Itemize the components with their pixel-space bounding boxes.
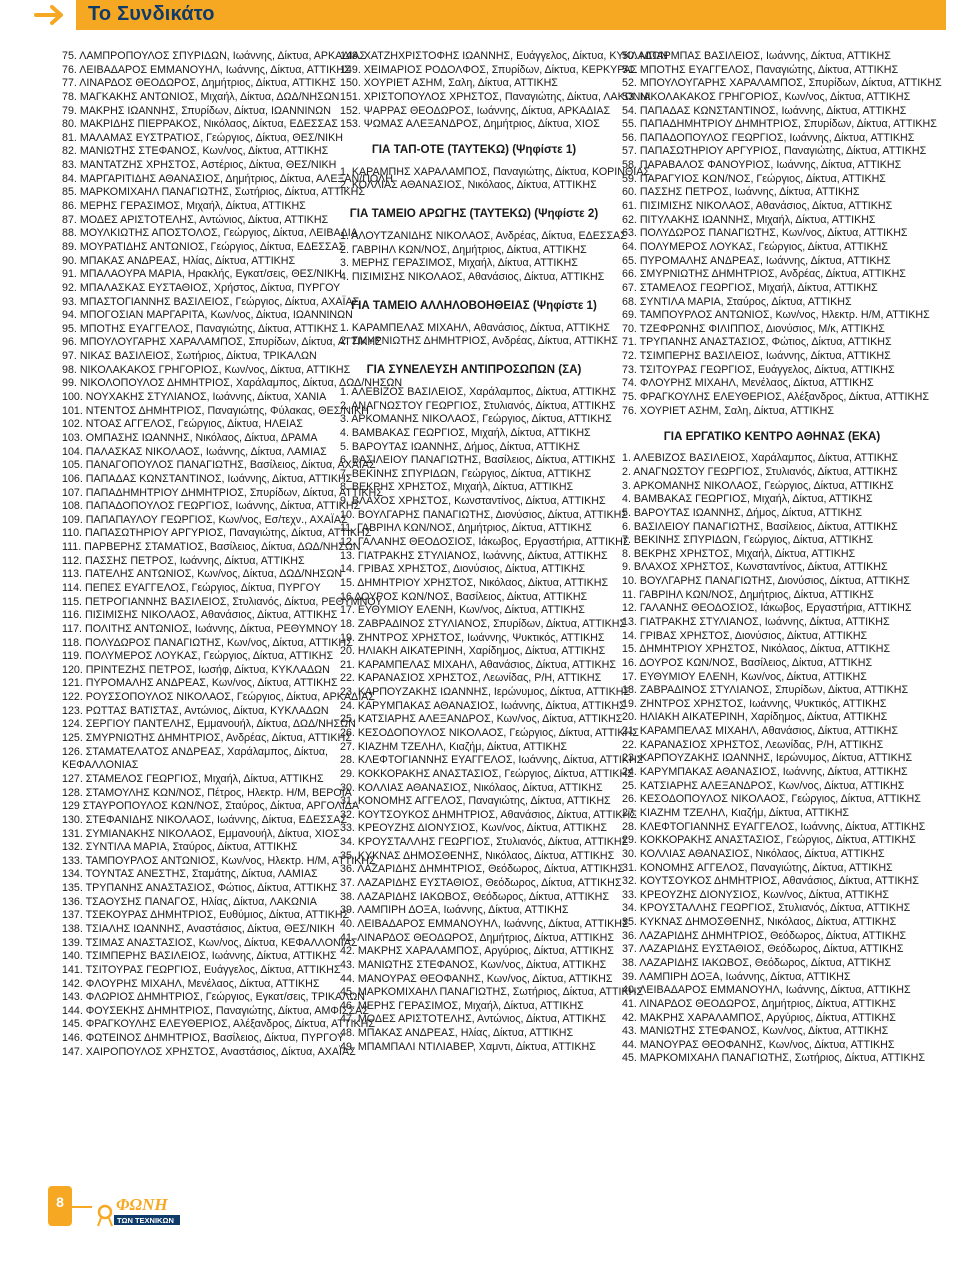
list-item: 43. ΜΑΝΙΩΤΗΣ ΣΤΕΦΑΝΟΣ, Κων/νος, Δίκτυα, ΑΤΤΙΚΗΣ xyxy=(340,958,607,971)
list-item: 39. ΛΑΜΠΙΡΗ ΔΟΞΑ, Ιωάννης, Δίκτυα, ΑΤΤΙΚΗΣ xyxy=(340,904,569,917)
list-item: 111. ΠΑΡΒΕΡΗΣ ΣΤΑΜΑΤΙΟΣ, Βασίλειος, Δίκτυα, ΔΩΔ/ΝΗΣΩΝ xyxy=(62,541,361,554)
list-item: 18. ΖΑΒΡΑΔΙΝΟΣ ΣΤΥΛΙΑΝΟΣ, Σπυρίδων, Δίκτυα, ΑΤΤΙΚΗΣ xyxy=(622,684,909,697)
list-item: 26. ΚΕΣΟΔΟΠΟΥΛΟΣ ΝΙΚΟΛΑΟΣ, Γεώργιος, Δίκτυα, ΑΤΤΙΚΗΣ xyxy=(622,793,921,806)
list-item: 13. ΓΙΑΤΡΑΚΗΣ ΣΤΥΛΙΑΝΟΣ, Ιωάννης, Δίκτυα, ΑΤΤΙΚΗΣ xyxy=(340,549,608,562)
list-item: 23. ΚΑΡΠΟΥΖΑΚΗΣ ΙΩΑΝΝΗΣ, Ιερώνυμος, Δίκτυα, ΑΤΤΙΚΗΣ xyxy=(622,752,913,765)
list-item: 118. ΠΟΛΥΔΩΡΟΣ ΠΑΝΑΓΙΩΤΗΣ, Κων/νος, Δίκτυα, ΑΤΤΙΚΗΣ xyxy=(62,636,353,649)
list-item: 26. ΚΕΣΟΔΟΠΟΥΛΟΣ ΝΙΚΟΛΑΟΣ, Γεώργιος, Δίκτυα, ΑΤΤΙΚΗΣ xyxy=(340,726,639,739)
section-heading: ΓΙΑ ΕΡΓΑΤΙΚΟ ΚΕΝΤΡΟ ΑΘΗΝΑΣ (ΕΚΑ) xyxy=(663,430,881,444)
list-item: 53. ΝΙΚΟΛΑΚΑΚΟΣ ΓΡΗΓΟΡΙΟΣ, Κων/νος, Δίκτυα, ΑΤΤΙΚΗΣ xyxy=(622,90,911,103)
list-item: 79. ΜΑΚΡΗΣ ΙΩΑΝΝΗΣ, Σπυρίδων, Δίκτυα, ΙΩΑΝΝΙΝΩΝ xyxy=(62,104,331,117)
list-item: 40. ΛΕΙΒΑΔΑΡΟΣ ΕΜΜΑΝΟΥΗΛ, Ιωάννης, Δίκτυα, ΑΤΤΙΚΗΣ xyxy=(340,917,629,930)
list-item: 75. ΦΡΑΓΚΟΥΛΗΣ ΕΛΕΥΘΕΡΙΟΣ, Αλέξανδρος, Δίκτυα, ΑΤΤΙΚΗΣ xyxy=(622,391,929,404)
list-item: 49. ΜΠΑΜΠΑΛΙ ΝΤΙΛΙΑΒΕΡ, Χαμντι, Δίκτυα, ΑΤΤΙΚΗΣ xyxy=(340,1040,596,1053)
list-item: 34. ΚΡΟΥΣΤΑΛΛΗΣ ΓΕΩΡΓΙΟΣ, Στυλιανός, Δίκτυα, ΑΤΤΙΚΗΣ xyxy=(622,902,911,915)
list-item: 133. ΤΑΜΠΟΥΡΛΟΣ ΑΝΤΩΝΙΟΣ, Κων/νος, Ηλεκτρ. Η/Μ, ΑΤΤΙΚΗΣ xyxy=(62,854,376,867)
list-item: 73. ΤΣΙΤΟΥΡΑΣ ΓΕΩΡΓΙΟΣ, Ευάγγελος, Δίκτυα, ΑΤΤΙΚΗΣ xyxy=(622,363,895,376)
list-item: 89. ΜΟΥΡΑΤΙΔΗΣ ΑΝΤΩΝΙΟΣ, Γεώργιος, Δίκτυα, ΕΔΕΣΣΑΣ xyxy=(62,240,346,253)
list-item: 56. ΠΑΠΑΔΟΠΟΥΛΟΣ ΓΕΩΡΓΙΟΣ, Ιωάννης, Δίκτυα, ΑΤΤΙΚΗΣ xyxy=(622,131,915,144)
list-item: 119. ΠΟΛΥΜΕΡΟΣ ΛΟΥΚΑΣ, Γεώργιος, Δίκτυα, ΑΤΤΙΚΗΣ xyxy=(62,650,334,663)
list-item: 6. ΒΑΣΙΛΕΙΟΥ ΠΑΝΑΓΙΩΤΗΣ, Βασίλειος, Δίκτυα, ΑΤΤΙΚΗΣ xyxy=(622,520,898,533)
list-item: 31. ΚΟΝΟΜΗΣ ΑΓΓΕΛΟΣ, Παναγιώτης, Δίκτυα, ΑΤΤΙΚΗΣ xyxy=(622,861,893,874)
list-item: 139. ΤΣΙΜΑΣ ΑΝΑΣΤΑΣΙΟΣ, Κων/νος, Δίκτυα, ΚΕΦΑΛΛΟΝΙΑΣ xyxy=(62,936,358,949)
list-item: 80. ΜΑΚΡΙΔΗΣ ΠΙΕΡΡΑΚΟΣ, Νικόλαος, Δίκτυα, ΕΔΕΣΣΑΣ xyxy=(62,118,338,131)
list-item: 132. ΣΥΝΤΙΛΑ ΜΑΡΙΑ, Σταύρος, Δίκτυα, ΑΤΤΙΚΗΣ xyxy=(62,841,298,854)
list-item: 59. ΠΑΡΑΓΥΙΟΣ ΚΩΝ/ΝΟΣ, Γεώργιος, Δίκτυα, ΑΤΤΙΚΗΣ xyxy=(622,172,886,185)
list-item: 34. ΚΡΟΥΣΤΑΛΛΗΣ ΓΕΩΡΓΙΟΣ, Στυλιανός, Δίκτυα, ΑΤΤΙΚΗΣ xyxy=(340,836,629,849)
list-item: 66. ΣΜΥΡΝΙΩΤΗΣ ΔΗΜΗΤΡΙΟΣ, Ανδρέας, Δίκτυα, ΑΤΤΙΚΗΣ xyxy=(622,268,906,281)
list-item: 122. ΡΟΥΣΣΟΠΟΥΛΟΣ ΝΙΚΟΛΑΟΣ, Γεώργιος, Δίκτυα, ΑΡΚΑΔΙΑΣ xyxy=(62,691,375,704)
list-item: 27. ΚΙΑΖΗΜ ΤΖΕΛΗΛ, Κιαζήμ, Δίκτυα, ΑΤΤΙΚΗΣ xyxy=(622,806,850,819)
list-item: 146. ΦΩΤΕΙΝΟΣ ΔΗΜΗΤΡΙΟΣ, Βασίλειος, Δίκτυα, ΠΥΡΓΟΥ xyxy=(62,1032,345,1045)
list-item: 10. ΒΟΥΛΓΑΡΗΣ ΠΑΝΑΓΙΩΤΗΣ, Διονύσιος, Δίκτυα, ΑΤΤΙΚΗΣ xyxy=(622,575,910,588)
list-item: 105. ΠΑΝΑΓΟΠΟΥΛΟΣ ΠΑΝΑΓΙΩΤΗΣ, Βασίλειος, Δίκτυα, ΑΧΑΪΑΣ xyxy=(62,459,376,472)
list-item: 134. ΤΟΥΝΤΑΣ ΑΝΕΣΤΗΣ, Σταμάτης, Δίκτυα, ΛΑΜΙΑΣ xyxy=(62,868,318,881)
list-item: 37. ΛΑΖΑΡΙΔΗΣ ΕΥΣΤΑΘΙΟΣ, Θεόδωρος, Δίκτυα, ΑΤΤΙΚΗΣ xyxy=(340,877,622,890)
list-item: 61. ΠΙΣΙΜΙΣΗΣ ΝΙΚΟΛΑΟΣ, Αθανάσιος, Δίκτυα, ΑΤΤΙΚΗΣ xyxy=(622,200,893,213)
list-item: 72. ΤΣΙΜΠΕΡΗΣ ΒΑΣΙΛΕΙΟΣ, Ιωάννης, Δίκτυα, ΑΤΤΙΚΗΣ xyxy=(622,350,891,363)
list-item: 22. ΚΑΡΑΝΑΣΙΟΣ ΧΡΗΣΤΟΣ, Λεωνίδας, Ρ/Η, ΑΤΤΙΚΗΣ xyxy=(622,738,884,751)
list-item: 39. ΛΑΜΠΙΡΗ ΔΟΞΑ, Ιωάννης, Δίκτυα, ΑΤΤΙΚΗΣ xyxy=(622,970,851,983)
list-item: 107. ΠΑΠΑΔΗΜΗΤΡΙΟΥ ΔΗΜΗΤΡΙΟΣ, Σπυρίδων, Δίκτυα, ΑΤΤΙΚΗΣ xyxy=(62,486,383,499)
list-item: 11. ΓΑΒΡΙΗΛ ΚΩΝ/ΝΟΣ, Δημήτριος, Δίκτυα, ΑΤΤΙΚΗΣ xyxy=(340,522,592,535)
list-item: 9. ΒΛΑΧΟΣ ΧΡΗΣΤΟΣ, Κωνσταντίνος, Δίκτυα, ΑΤΤΙΚΗΣ xyxy=(340,495,606,508)
list-item: 42. ΜΑΚΡΗΣ ΧΑΡΑΛΑΜΠΟΣ, Αργύριος, Δίκτυα, ΑΤΤΙΚΗΣ xyxy=(622,1011,896,1024)
list-item: 45. ΜΑΡΚΟΜΙΧΑΗΛ ΠΑΝΑΓΙΩΤΗΣ, Σωτήριος, Δίκτυα, ΑΤΤΙΚΗΣ xyxy=(622,1052,925,1065)
list-item: ΚΕΦΑΛΛΟΝΙΑΣ xyxy=(62,759,139,772)
list-item: 25. ΚΑΤΣΙΑΡΗΣ ΑΛΕΞΑΝΔΡΟΣ, Κων/νος, Δίκτυα, ΑΤΤΙΚΗΣ xyxy=(340,713,623,726)
list-item: 87. ΜΟΔΕΣ ΑΡΙΣΤΟΤΕΛΗΣ, Αντώνιος, Δίκτυα, ΑΤΤΙΚΗΣ xyxy=(62,213,329,226)
list-item: 100. ΝΟΥΧΑΚΗΣ ΣΤΥΛΙΑΝΟΣ, Ιωάννης, Δίκτυα, ΧΑΝΙΑ xyxy=(62,391,327,404)
list-item: 12. ΓΑΛΑΝΗΣ ΘΕΟΔΟΣΙΟΣ, Ιάκωβος, Εργαστήρια, ΑΤΤΙΚΗΣ xyxy=(622,602,912,615)
list-item: 52. ΜΠΟΥΛΟΥΓΑΡΗΣ ΧΑΡΑΛΑΜΠΟΣ, Σπυρίδων, Δίκτυα, ΑΤΤΙΚΗΣ xyxy=(622,77,942,90)
list-item: 35. ΚΥΚΝΑΣ ΔΗΜΟΣΘΕΝΗΣ, Νικόλαος, Δίκτυα, ΑΤΤΙΚΗΣ xyxy=(622,916,897,929)
list-item: 16 ΔΟΥΡΟΣ ΚΩΝ/ΝΟΣ, Βασίλειος, Δίκτυα, ΑΤΤΙΚΗΣ xyxy=(340,590,588,603)
list-item: 152. ΨΑΡΡΑΣ ΘΕΟΔΩΡΟΣ, Ιωάννης, Δίκτυα, ΑΡΚΑΔΙΑΣ xyxy=(340,104,611,117)
list-item: 28. ΚΛΕΦΤΟΓΙΑΝΝΗΣ ΕΥΑΓΓΕΛΟΣ, Ιωάννης, Δίκτυα, ΑΤΤΙΚΗΣ xyxy=(340,754,644,767)
list-item: 104. ΠΑΛΑΣΚΑΣ ΝΙΚΟΛΑΟΣ, Ιωάννης, Δίκτυα, ΛΑΜΙΑΣ xyxy=(62,445,327,458)
list-item: 74. ΦΛΟΥΡΗΣ ΜΙΧΑΗΛ, Μενέλαος, Δίκτυα, ΑΤΤΙΚΗΣ xyxy=(622,377,874,390)
list-item: 114. ΠΕΠΕΣ ΕΥΑΓΓΕΛΟΣ, Γεώργιος, Δίκτυα, ΠΥΡΓΟΥ xyxy=(62,581,321,594)
list-item: 19. ΖΗΝΤΡΟΣ ΧΡΗΣΤΟΣ, Ιωάννης, Ψυκτικός, ΑΤΤΙΚΗΣ xyxy=(340,631,605,644)
list-item: 13. ΓΙΑΤΡΑΚΗΣ ΣΤΥΛΙΑΝΟΣ, Ιωάννης, Δίκτυα, ΑΤΤΙΚΗΣ xyxy=(622,615,890,628)
list-item: 32. ΚΟΥΤΣΟΥΚΟΣ ΔΗΜΗΤΡΙΟΣ, Αθανάσιος, Δίκτυα, ΑΤΤΙΚΗΣ xyxy=(340,808,637,821)
list-item: 1. ΑΛΕΒΙΖΟΣ ΒΑΣΙΛΕΙΟΣ, Χαράλαμπος, Δίκτυα, ΑΤΤΙΚΗΣ xyxy=(622,452,899,465)
list-item: 136. ΤΣΑΟΥΣΗΣ ΠΑΝΑΓΟΣ, Ηλίας, Δίκτυα, ΛΑΚΩΝΙΑ xyxy=(62,895,317,908)
list-item: 54. ΠΑΠΑΔΑΣ ΚΩΝΣΤΑΝΤΙΝΟΣ, Ιωάννης, Δίκτυα, ΑΤΤΙΚΗΣ xyxy=(622,104,907,117)
list-item: 126. ΣΤΑΜΑΤΕΛΑΤΟΣ ΑΝΔΡΕΑΣ, Χαράλαμπος, Δίκτυα, xyxy=(62,745,328,758)
list-item: 123. ΡΩΤΤΑΣ ΒΑΤΙΣΤΑΣ, Αντώνιος, Δίκτυα, ΚΥΚΛΑΔΩΝ xyxy=(62,704,329,717)
list-item: 33. ΚΡΕΟΥΖΗΣ ΔΙΟΝΥΣΙΟΣ, Κων/νος, Δίκτυα, ΑΤΤΙΚΗΣ xyxy=(622,888,889,901)
list-item: 3. ΜΕΡΗΣ ΓΕΡΑΣΙΜΟΣ, Μιχαήλ, Δίκτυα, ΑΤΤΙΚΗΣ xyxy=(340,257,578,270)
list-item: 130. ΣΤΕΦΑΝΙΔΗΣ ΝΙΚΟΛΑΟΣ, Ιωάννης, Δίκτυα, ΕΔΕΣΣΑΣ xyxy=(62,813,348,826)
list-item: 23. ΚΑΡΠΟΥΖΑΚΗΣ ΙΩΑΝΝΗΣ, Ιερώνυμος, Δίκτυα, ΑΤΤΙΚΗΣ xyxy=(340,686,631,699)
list-item: 128. ΣΤΑΜΟΥΛΗΣ ΚΩΝ/ΝΟΣ, Πέτρος, Ηλεκτρ. Η/Μ, ΒΕΡΟΙΑ xyxy=(62,786,352,799)
list-item: 1. ΚΑΡΑΜΠΕΛΑΣ ΜΙΧΑΗΛ, Αθανάσιος, Δίκτυα, ΑΤΤΙΚΗΣ xyxy=(340,321,610,334)
list-item: 30. ΚΟΛΛΙΑΣ ΑΘΑΝΑΣΙΟΣ, Νικόλαος, Δίκτυα, ΑΤΤΙΚΗΣ xyxy=(340,781,603,794)
list-item: 94. ΜΠΟΓΟΣΙΑΝ ΜΑΡΓΑΡΙΤΑ, Κων/νος, Δίκτυα, ΙΩΑΝΝΙΝΩΝ xyxy=(62,309,353,322)
list-item: 99. ΝΙΚΟΛΟΠΟΥΛΟΣ ΔΗΜΗΤΡΙΟΣ, Χαράλαμπος, Δίκτυα, ΔΩΔ/ΝΗΣΩΝ xyxy=(62,377,403,390)
list-item: 33. ΚΡΕΟΥΖΗΣ ΔΙΟΝΥΣΙΟΣ, Κων/νος, Δίκτυα, ΑΤΤΙΚΗΣ xyxy=(340,822,607,835)
list-item: 129 ΣΤΑΥΡΟΠΟΥΛΟΣ ΚΩΝ/ΝΟΣ, Σταύρος, Δίκτυα, ΑΡΓΟΛΙΔΑ xyxy=(62,800,360,813)
list-item: 38. ΛΑΖΑΡΙΔΗΣ ΙΑΚΩΒΟΣ, Θεόδωρος, Δίκτυα, ΑΤΤΙΚΗΣ xyxy=(340,890,609,903)
list-item: 121. ΠΥΡΟΜΑΛΗΣ ΑΝΔΡΕΑΣ, Κων/νος, Δίκτυα, ΑΤΤΙΚΗΣ xyxy=(62,677,338,690)
list-item: 106. ΠΑΠΑΔΑΣ ΚΩΝΣΤΑΝΤΙΝΟΣ, Ιωάννης, Δίκτυα, ΑΤΤΙΚΗΣ xyxy=(62,472,353,485)
column-2 xyxy=(340,50,668,1054)
list-item: 93. ΜΠΑΣΤΟΓΙΑΝΝΗΣ ΒΑΣΙΛΕΙΟΣ, Γεώργιος, Δίκτυα, ΑΧΑΪΑΣ xyxy=(62,295,360,308)
list-item: 36. ΛΑΖΑΡΙΔΗΣ ΔΗΜΗΤΡΙΟΣ, Θεόδωρος, Δίκτυα, ΑΤΤΙΚΗΣ xyxy=(340,863,625,876)
list-item: 57. ΠΑΠΑΣΩΤΗΡΙΟΥ ΑΡΓΥΡΙΟΣ, Παναγιώτης, Δίκτυα, ΑΤΤΙΚΗΣ xyxy=(622,145,927,158)
list-item: 42. ΜΑΚΡΗΣ ΧΑΡΑΛΑΜΠΟΣ, Αργύριος, Δίκτυα, ΑΤΤΙΚΗΣ xyxy=(340,945,614,958)
page-title: Το Συνδικάτο xyxy=(88,3,215,25)
list-item: 17. ΕΥΘΥΜΙΟΥ ΕΛΕΝΗ, Κων/νος, Δίκτυα, ΑΤΤΙΚΗΣ xyxy=(622,670,867,683)
list-item: 83. ΜΑΝΤΑΤΖΗΣ ΧΡΗΣΤΟΣ, Αστέριος, Δίκτυα, ΘΕΣ/ΝΙΚΗ xyxy=(62,159,337,172)
list-item: 135. ΤΡΥΠΑΝΗΣ ΑΝΑΣΤΑΣΙΟΣ, Φώτιος, Δίκτυα, ΑΤΤΙΚΗΣ xyxy=(62,882,338,895)
list-item: 1. ΑΛΟΥΤΖΑΝΙΔΗΣ ΝΙΚΟΛΑΟΣ, Ανδρέας, Δίκτυα, ΕΔΕΣΣΑΣ xyxy=(340,230,627,243)
list-item: 44. ΜΑΝΟΥΡΑΣ ΘΕΟΦΑΝΗΣ, Κων/νος, Δίκτυα, ΑΤΤΙΚΗΣ xyxy=(340,972,613,985)
list-item: 41. ΛΙΝΑΡΔΟΣ ΘΕΟΔΩΡΟΣ, Δημήτριος, Δίκτυα, ΑΤΤΙΚΗΣ xyxy=(340,931,614,944)
list-item: 14. ΓΡΙΒΑΣ ΧΡΗΣΤΟΣ, Διονύσιος, Δίκτυα, ΑΤΤΙΚΗΣ xyxy=(622,629,868,642)
list-item: 29. ΚΟΚΚΟΡΑΚΗΣ ΑΝΑΣΤΑΣΙΟΣ, Γεώργιος, Δίκτυα, ΑΤΤΙΚΗΣ xyxy=(622,834,916,847)
list-item: 67. ΣΤΑΜΕΛΟΣ ΓΕΩΡΓΙΟΣ, Μιχαήλ, Δίκτυα, ΑΤΤΙΚΗΣ xyxy=(622,281,878,294)
page-header xyxy=(0,0,960,30)
list-item: 117. ΠΟΛΙΤΗΣ ΑΝΤΩΝΙΟΣ, Ιωάννης, Δίκτυα, ΡΕΘΥΜΝΟΥ xyxy=(62,622,338,635)
list-item: 16. ΔΟΥΡΟΣ ΚΩΝ/ΝΟΣ, Βασίλειος, Δίκτυα, ΑΤΤΙΚΗΣ xyxy=(622,656,873,669)
list-item: 97. ΝΙΚΑΣ ΒΑΣΙΛΕΙΟΣ, Σωτήριος, Δίκτυα, ΤΡΙΚΑΛΩΝ xyxy=(62,350,317,363)
list-item: 43. ΜΑΝΙΩΤΗΣ ΣΤΕΦΑΝΟΣ, Κων/νος, Δίκτυα, ΑΤΤΙΚΗΣ xyxy=(622,1025,889,1038)
svg-text:ΤΩΝ ΤΕΧΝΙΚΩΝ: ΤΩΝ ΤΕΧΝΙΚΩΝ xyxy=(117,1216,174,1225)
list-item: 2. ΑΝΑΓΝΩΣΤΟΥ ΓΕΩΡΓΙΟΣ, Στυλιανός, Δίκτυα, ΑΤΤΙΚΗΣ xyxy=(622,465,898,478)
list-item: 151. ΧΡΙΣΤΟΠΟΥΛΟΣ ΧΡΗΣΤΟΣ, Παναγιώτης, Δίκτυα, ΛΑΚΩΝΙΑ xyxy=(340,90,651,103)
list-item: 110. ΠΑΠΑΣΩΤΗΡΙΟΥ ΑΡΓΥΡΙΟΣ, Παναγιώτης, Δίκτυα, ΑΤΤΙΚΗΣ xyxy=(62,527,372,540)
list-item: 81. ΜΑΛΑΜΑΣ ΕΥΣΤΡΑΤΙΟΣ, Γεώργιος, Δίκτυα, ΘΕΣ/ΝΙΚΗ xyxy=(62,131,343,144)
column-1 xyxy=(62,50,403,1059)
list-item: 21. ΚΑΡΑΜΠΕΛΑΣ ΜΙΧΑΗΛ, Αθανάσιος, Δίκτυα, ΑΤΤΙΚΗΣ xyxy=(340,658,616,671)
list-item: 125. ΣΜΥΡΝΙΩΤΗΣ ΔΗΜΗΤΡΙΟΣ, Ανδρέας, Δίκτυα, ΑΤΤΙΚΗΣ xyxy=(62,732,352,745)
list-item: 4. ΒΑΜΒΑΚΑΣ ΓΕΩΡΓΙΟΣ, Μιχαήλ, Δίκτυα, ΑΤΤΙΚΗΣ xyxy=(340,426,591,439)
list-item: 137. ΤΣΕΚΟΥΡΑΣ ΔΗΜΗΤΡΙΟΣ, Ευθύμιος, Δίκτυα, ΑΤΤΙΚΗΣ xyxy=(62,909,350,922)
list-item: 143. ΦΛΩΡΙΟΣ ΔΗΜΗΤΡΙΟΣ, Γεώργιος, Εγκατ/σεις, ΤΡΙΚΑΛΩΝ xyxy=(62,991,366,1004)
list-item: 124. ΣΕΡΓΙΟΥ ΠΑΝΤΕΛΗΣ, Εμμανουήλ, Δίκτυα, ΔΩΔ/ΝΗΣΩΝ xyxy=(62,718,356,731)
list-item: 127. ΣΤΑΜΕΛΟΣ ΓΕΩΡΓΙΟΣ, Μιχαήλ, Δίκτυα, ΑΤΤΙΚΗΣ xyxy=(62,772,324,785)
list-item: 90. ΜΠΑΚΑΣ ΑΝΔΡΕΑΣ, Ηλίας, Δίκτυα, ΑΤΤΙΚΗΣ xyxy=(62,254,296,267)
list-item: 113. ΠΑΤΕΛΗΣ ΑΝΤΩΝΙΟΣ, Κων/νος, Δίκτυα, ΔΩΔ/ΝΗΣΩΝ xyxy=(62,568,343,581)
list-item: 85. ΜΑΡΚΟΜΙΧΑΗΛ ΠΑΝΑΓΙΩΤΗΣ, Σωτήριος, Δίκτυα, ΑΤΤΙΚΗΣ xyxy=(62,186,365,199)
list-item: 24. ΚΑΡΥΜΠΑΚΑΣ ΑΘΑΝΑΣΙΟΣ, Ιωάννης, Δίκτυα, ΑΤΤΙΚΗΣ xyxy=(340,699,626,712)
list-item: 96. ΜΠΟΥΛΟΥΓΑΡΗΣ ΧΑΡΑΛΑΜΠΟΣ, Σπυρίδων, Δίκτυα, ΑΤΤΙΚΗΣ xyxy=(62,336,382,349)
list-item: 88. ΜΟΥΛΚΙΩΤΗΣ ΑΠΟΣΤΟΛΟΣ, Γεώργιος, Δίκτυα, ΛΕΙΒΑΔΙΑ xyxy=(62,227,358,240)
list-item: 36. ΛΑΖΑΡΙΔΗΣ ΔΗΜΗΤΡΙΟΣ, Θεόδωρος, Δίκτυα, ΑΤΤΙΚΗΣ xyxy=(622,929,907,942)
list-item: 2. ΓΑΒΡΙΗΛ ΚΩΝ/ΝΟΣ, Δημήτριος, Δίκτυα, ΑΤΤΙΚΗΣ xyxy=(340,243,587,256)
list-item: 28. ΚΛΕΦΤΟΓΙΑΝΝΗΣ ΕΥΑΓΓΕΛΟΣ, Ιωάννης, Δίκτυα, ΑΤΤΙΚΗΣ xyxy=(622,820,926,833)
list-item: 103. ΟΜΠΑΣΗΣ ΙΩΑΝΝΗΣ, Νικόλαος, Δίκτυα, ΔΡΑΜΑ xyxy=(62,431,318,444)
list-item: 24. ΚΑΡΥΜΠΑΚΑΣ ΑΘΑΝΑΣΙΟΣ, Ιωάννης, Δίκτυα, ΑΤΤΙΚΗΣ xyxy=(622,766,908,779)
list-item: 22. ΚΑΡΑΝΑΣΙΟΣ ΧΡΗΣΤΟΣ, Λεωνίδας, Ρ/Η, ΑΤΤΙΚΗΣ xyxy=(340,672,602,685)
list-item: 138. ΤΣΙΑΛΗΣ ΙΩΑΝΝΗΣ, Αναστάσιος, Δίκτυα, ΘΕΣ/ΝΙΚΗ xyxy=(62,923,335,935)
list-item: 31. ΚΟΝΟΜΗΣ ΑΓΓΕΛΟΣ, Παναγιώτης, Δίκτυα, ΑΤΤΙΚΗΣ xyxy=(340,795,611,808)
list-item: 46. ΜΕΡΗΣ ΓΕΡΑΣΙΜΟΣ, Μιχαήλ, Δίκτυα, ΑΤΤΙΚΗΣ xyxy=(340,999,584,1012)
list-item: 8. ΒΕΚΡΗΣ ΧΡΗΣΤΟΣ, Μιχαήλ, Δίκτυα, ΑΤΤΙΚΗΣ xyxy=(340,481,574,494)
list-item: 2. ΚΟΛΛΙΑΣ ΑΘΑΝΑΣΙΟΣ, Νικόλαος, Δίκτυα, ΑΤΤΙΚΗΣ xyxy=(340,179,597,192)
list-item: 8. ΒΕΚΡΗΣ ΧΡΗΣΤΟΣ, Μιχαήλ, Δίκτυα, ΑΤΤΙΚΗΣ xyxy=(622,547,856,560)
list-item: 5. ΒΑΡΟΥΤΑΣ ΙΩΑΝΝΗΣ, Δήμος, Δίκτυα, ΑΤΤΙΚΗΣ xyxy=(340,440,580,453)
list-item: 71. ΤΡΥΠΑΝΗΣ ΑΝΑΣΤΑΣΙΟΣ, Φώτιος, Δίκτυα, ΑΤΤΙΚΗΣ xyxy=(622,336,892,349)
list-item: 108. ΠΑΠΑΔΟΠΟΥΛΟΣ ΓΕΩΡΓΙΟΣ, Ιωάννης, Δίκτυα, ΑΤΤΙΚΗΣ xyxy=(62,500,361,513)
list-item: 18. ΖΑΒΡΑΔΙΝΟΣ ΣΤΥΛΙΑΝΟΣ, Σπυρίδων, Δίκτυα, ΑΤΤΙΚΗΣ xyxy=(340,617,627,630)
list-item: 12. ΓΑΛΑΝΗΣ ΘΕΟΔΟΣΙΟΣ, Ιάκωβος, Εργαστήρια, ΑΤΤΙΚΗΣ xyxy=(340,536,630,549)
list-item: 2. ΣΜΥΡΝΙΩΤΗΣ ΔΗΜΗΤΡΙΟΣ, Ανδρέας, Δίκτυα, ΑΤΤΙΚΗΣ xyxy=(340,335,618,348)
list-item: 112. ΠΑΣΣΗΣ ΠΕΤΡΟΣ, Ιωάννης, Δίκτυα, ΑΤΤΙΚΗΣ xyxy=(62,554,305,567)
list-item: 14. ΓΡΙΒΑΣ ΧΡΗΣΤΟΣ, Διονύσιος, Δίκτυα, ΑΤΤΙΚΗΣ xyxy=(340,563,586,576)
list-item: 29. ΚΟΚΚΟΡΑΚΗΣ ΑΝΑΣΤΑΣΙΟΣ, Γεώργιος, Δίκτυα, ΑΤΤΙΚΗΣ xyxy=(340,767,634,780)
section-heading: ΓΙΑ ΤΑΜΕΙΟ ΑΡΩΓΗΣ (ΤΑΥΤΕΚΩ) (Ψηφίστε 2) xyxy=(349,207,599,221)
list-item: 147. ΧΑΙΡΟΠΟΥΛΟΣ ΧΡΗΣΤΟΣ, Αναστάσιος, Δίκτυα, ΑΧΑΪΑΣ xyxy=(62,1045,356,1058)
list-item: 116. ΠΙΣΙΜΙΣΗΣ ΝΙΚΟΛΑΟΣ, Αθανάσιος, Δίκτυα, ΑΤΤΙΚΗΣ xyxy=(62,609,338,622)
list-item: 142. ΦΛΟΥΡΗΣ ΜΙΧΑΗΛ, Μενέλαος, Δίκτυα, ΑΤΤΙΚΗΣ xyxy=(62,977,320,990)
list-item: 44. ΜΑΝΟΥΡΑΣ ΘΕΟΦΑΝΗΣ, Κων/νος, Δίκτυα, ΑΤΤΙΚΗΣ xyxy=(622,1038,895,1051)
list-item: 25. ΚΑΤΣΙΑΡΗΣ ΑΛΕΞΑΝΔΡΟΣ, Κων/νος, Δίκτυα, ΑΤΤΙΚΗΣ xyxy=(622,779,905,792)
list-item: 17. ΕΥΘΥΜΙΟΥ ΕΛΕΝΗ, Κων/νος, Δίκτυα, ΑΤΤΙΚΗΣ xyxy=(340,604,585,617)
list-item: 76. ΛΕΙΒΑΔΑΡΟΣ ΕΜΜΑΝΟΥΗΛ, Ιωάννης, Δίκτυα, ΑΤΤΙΚΗΣ xyxy=(62,63,351,76)
page-number: 8 xyxy=(56,1194,64,1210)
list-item: 50. ΜΠΑΡΜΠΑΣ ΒΑΣΙΛΕΙΟΣ, Ιωάννης, Δίκτυα, ΑΤΤΙΚΗΣ xyxy=(622,50,891,62)
list-item: 30. ΚΟΛΛΙΑΣ ΑΘΑΝΑΣΙΟΣ, Νικόλαος, Δίκτυα, ΑΤΤΙΚΗΣ xyxy=(622,847,885,860)
list-item: 38. ΛΑΖΑΡΙΔΗΣ ΙΑΚΩΒΟΣ, Θεόδωρος, Δίκτυα, ΑΤΤΙΚΗΣ xyxy=(622,957,891,969)
list-item: 131. ΣΥΜΙΑΝΑΚΗΣ ΝΙΚΟΛΑΟΣ, Εμμανουήλ, Δίκτυα, ΧΙΟΣ xyxy=(62,827,340,840)
list-item: 101. ΝΤΕΝΤΟΣ ΔΗΜΗΤΡΙΟΣ, Παναγιώτης, Φύλακας, ΘΕΣ/ΝΙΚΗ xyxy=(62,404,369,417)
list-item: 3. ΑΡΚΟΜΑΝΗΣ ΝΙΚΟΛΑΟΣ, Γεώργιος, Δίκτυα, ΑΤΤΙΚΗΣ xyxy=(622,479,894,492)
list-item: 120. ΠΡΙΝΤΕΖΗΣ ΠΕΤΡΟΣ, Ιωσήφ, Δίκτυα, ΚΥΚΛΑΔΩΝ xyxy=(62,663,330,676)
list-item: 1. ΚΑΡΑΜΠΗΣ ΧΑΡΑΛΑΜΠΟΣ, Παναγιώτης, Δίκτυα, ΚΟΡΙΝΘΙΑΣ xyxy=(340,165,650,178)
list-item: 45. ΜΑΡΚΟΜΙΧΑΗΛ ΠΑΝΑΓΙΩΤΗΣ, Σωτήριος, Δίκτυα, ΑΤΤΙΚΗΣ xyxy=(340,986,643,999)
list-item: 5. ΒΑΡΟΥΤΑΣ ΙΩΑΝΝΗΣ, Δήμος, Δίκτυα, ΑΤΤΙΚΗΣ xyxy=(622,506,862,519)
list-item: 75. ΛΑΜΠΡΟΠΟΥΛΟΣ ΣΠΥΡΙΔΩΝ, Ιωάννης, Δίκτυα, ΑΡΚΑΔΙΑΣ xyxy=(62,50,367,62)
list-item: 15. ΔΗΜΗΤΡΙΟΥ ΧΡΗΣΤΟΣ, Νικόλαος, Δίκτυα, ΑΤΤΙΚΗΣ xyxy=(622,643,891,656)
list-item: 63. ΠΟΛΥΔΩΡΟΣ ΠΑΝΑΓΙΩΤΗΣ, Κων/νος, Δίκτυα, ΑΤΤΙΚΗΣ xyxy=(622,227,908,240)
list-item: 1. ΑΛΕΒΙΖΟΣ ΒΑΣΙΛΕΙΟΣ, Χαράλαμπος, Δίκτυα, ΑΤΤΙΚΗΣ xyxy=(340,385,617,398)
list-item: 35. ΚΥΚΝΑΣ ΔΗΜΟΣΘΕΝΗΣ, Νικόλαος, Δίκτυα, ΑΤΤΙΚΗΣ xyxy=(340,849,615,862)
list-item: 19. ΖΗΝΤΡΟΣ ΧΡΗΣΤΟΣ, Ιωάννης, Ψυκτικός, ΑΤΤΙΚΗΣ xyxy=(622,697,887,710)
list-item: 20. ΗΛΙΑΚΗ ΑΙΚΑΤΕΡΙΝΗ, Χαρίδημος, Δίκτυα, ΑΤΤΙΚΗΣ xyxy=(622,711,888,724)
column-3 xyxy=(622,50,942,1066)
list-item: 7. ΒΕΚΙΝΗΣ ΣΠΥΡΙΔΩΝ, Γεώργιος, Δίκτυα, ΑΤΤΙΚΗΣ xyxy=(622,534,874,547)
list-item: 109. ΠΑΠΑΠΑΥΛΟΥ ΓΕΩΡΓΙΟΣ, Κων/νος, Εσ/τεχν., ΑΧΑΪΑΣ xyxy=(62,513,348,526)
list-item: 149. ΧΕΙΜΑΡΙΟΣ ΡΟΔΟΛΦΟΣ, Σπυρίδων, Δίκτυα, ΚΕΡΚΥΡΑΣ xyxy=(340,63,638,76)
list-item: 144. ΦΟΥΣΕΚΗΣ ΔΗΜΗΤΡΙΟΣ, Παναγιώτης, Δίκτυα, ΑΜΦΙΣΣΑΣ xyxy=(62,1004,369,1017)
section-heading: ΓΙΑ ΣΥΝΕΛΕΥΣΗ ΑΝΤΙΠΡΟΣΩΠΩΝ (ΣΑ) xyxy=(366,362,582,376)
list-item: 20. ΗΛΙΑΚΗ ΑΙΚΑΤΕΡΙΝΗ, Χαρίδημος, Δίκτυα, ΑΤΤΙΚΗΣ xyxy=(340,645,606,658)
list-item: 69. ΤΑΜΠΟΥΡΛΟΣ ΑΝΤΩΝΙΟΣ, Κων/νος, Ηλεκτρ. Η/Μ, ΑΤΤΙΚΗΣ xyxy=(622,309,930,322)
list-item: 32. ΚΟΥΤΣΟΥΚΟΣ ΔΗΜΗΤΡΙΟΣ, Αθανάσιος, Δίκτυα, ΑΤΤΙΚΗΣ xyxy=(622,875,919,888)
list-item: 58. ΠΑΡΑΒΑΛΟΣ ΦΑΝΟΥΡΙΟΣ, Ιωάννης, Δίκτυα, ΑΤΤΙΚΗΣ xyxy=(622,159,902,172)
list-item: 2. ΑΝΑΓΝΩΣΤΟΥ ΓΕΩΡΓΙΟΣ, Στυλιανός, Δίκτυα, ΑΤΤΙΚΗΣ xyxy=(340,399,616,412)
list-item: 77. ΛΙΝΑΡΔΟΣ ΘΕΟΔΩΡΟΣ, Δημήτριος, Δίκτυα, ΑΤΤΙΚΗΣ xyxy=(62,77,336,90)
list-item: 86. ΜΕΡΗΣ ΓΕΡΑΣΙΜΟΣ, Μιχαήλ, Δίκτυα, ΑΤΤΙΚΗΣ xyxy=(62,200,306,213)
list-item: 115. ΠΕΤΡΟΓΙΑΝΝΗΣ ΒΑΣΙΛΕΙΟΣ, Στυλιανός, Δίκτυα, ΡΕΘΥΜΝΟΥ xyxy=(62,595,383,608)
list-item: 92. ΜΠΑΛΑΣΚΑΣ ΕΥΣΤΑΘΙΟΣ, Χρήστος, Δίκτυα, ΠΥΡΓΟΥ xyxy=(62,281,341,294)
list-item: 153. ΨΩΜΑΣ ΑΛΕΞΑΝΔΡΟΣ, Δημήτριος, Δίκτυα, ΧΙΟΣ xyxy=(340,118,600,131)
list-item: 145. ΦΡΑΓΚΟΥΛΗΣ ΕΛΕΥΘΕΡΙΟΣ, Αλέξανδρος, Δίκτυα, ΑΤΤΙΚΗΣ xyxy=(62,1018,375,1031)
list-item: 95. ΜΠΟΤΗΣ ΕΥΑΓΓΕΛΟΣ, Παναγιώτης, Δίκτυα, ΑΤΤΙΚΗΣ xyxy=(62,322,339,335)
list-item: 64. ΠΟΛΥΜΕΡΟΣ ΛΟΥΚΑΣ, Γεώργιος, Δίκτυα, ΑΤΤΙΚΗΣ xyxy=(622,240,888,253)
list-item: 21. ΚΑΡΑΜΠΕΛΑΣ ΜΙΧΑΗΛ, Αθανάσιος, Δίκτυα, ΑΤΤΙΚΗΣ xyxy=(622,725,898,738)
list-item: 4. ΠΙΣΙΜΙΣΗΣ ΝΙΚΟΛΑΟΣ, Αθανάσιος, Δίκτυα, ΑΤΤΙΚΗΣ xyxy=(340,271,605,284)
list-item: 98. ΝΙΚΟΛΑΚΑΚΟΣ ΓΡΗΓΟΡΙΟΣ, Κων/νος, Δίκτυα, ΑΤΤΙΚΗΣ xyxy=(62,363,351,376)
list-item: 60. ΠΑΣΣΗΣ ΠΕΤΡΟΣ, Ιωάννης, Δίκτυα, ΑΤΤΙΚΗΣ xyxy=(622,186,860,199)
list-item: 4. ΒΑΜΒΑΚΑΣ ΓΕΩΡΓΙΟΣ, Μιχαήλ, Δίκτυα, ΑΤΤΙΚΗΣ xyxy=(622,493,873,506)
list-item: 140. ΤΣΙΜΠΕΡΗΣ ΒΑΣΙΛΕΙΟΣ, Ιωάννης, Δίκτυα, ΑΤΤΙΚΗΣ xyxy=(62,950,337,963)
list-item: 55. ΠΑΠΑΔΗΜΗΤΡΙΟΥ ΔΗΜΗΤΡΙΟΣ, Σπυρίδων, Δίκτυα, ΑΤΤΙΚΗΣ xyxy=(622,118,937,131)
list-item: 47. ΜΟΔΕΣ ΑΡΙΣΤΟΤΕΛΗΣ, Αντώνιος, Δίκτυα, ΑΤΤΙΚΗΣ xyxy=(340,1013,607,1026)
list-item: 51. ΜΠΟΤΗΣ ΕΥΑΓΓΕΛΟΣ, Παναγιώτης, Δίκτυα, ΑΤΤΙΚΗΣ xyxy=(622,63,899,76)
list-item: 15. ΔΗΜΗΤΡΙΟΥ ΧΡΗΣΤΟΣ, Νικόλαος, Δίκτυα, ΑΤΤΙΚΗΣ xyxy=(340,576,609,589)
svg-text:ΦΩΝΗ: ΦΩΝΗ xyxy=(116,1195,168,1214)
list-item: 41. ΛΙΝΑΡΔΟΣ ΘΕΟΔΩΡΟΣ, Δημήτριος, Δίκτυα, ΑΤΤΙΚΗΣ xyxy=(622,997,896,1010)
list-item: 150. ΧΟΥΡΙΕΤ ΑΣΗΜ, Σαλη, Δίκτυα, ΑΤΤΙΚΗΣ xyxy=(340,77,558,90)
page-number-tab xyxy=(48,1186,72,1226)
list-item: 70. ΤΖΕΦΡΩΝΗΣ ΦΙΛΙΠΠΟΣ, Διονύσιος, Μ/κ, ΑΤΤΙΚΗΣ xyxy=(622,322,885,335)
divider xyxy=(72,1206,92,1208)
list-item: 78. ΜΑΓΚΑΚΗΣ ΑΝΤΩΝΙΟΣ, Μιχαήλ, Δίκτυα, ΔΩΔ/ΝΗΣΩΝ xyxy=(62,90,340,103)
list-item: 3. ΑΡΚΟΜΑΝΗΣ ΝΙΚΟΛΑΟΣ, Γεώργιος, Δίκτυα, ΑΤΤΙΚΗΣ xyxy=(340,413,612,426)
list-item: 10. ΒΟΥΛΓΑΡΗΣ ΠΑΝΑΓΙΩΤΗΣ, Διονύσιος, Δίκτυα, ΑΤΤΙΚΗΣ xyxy=(340,508,628,521)
arrow-right-icon xyxy=(34,5,68,25)
list-item: 48. ΜΠΑΚΑΣ ΑΝΔΡΕΑΣ, Ηλίας, Δίκτυα, ΑΤΤΙΚΗΣ xyxy=(340,1027,574,1040)
list-item: 82. ΜΑΝΙΩΤΗΣ ΣΤΕΦΑΝΟΣ, Κων/νος, Δίκτυα, ΑΤΤΙΚΗΣ xyxy=(62,145,329,158)
list-item: 65. ΠΥΡΟΜΑΛΗΣ ΑΝΔΡΕΑΣ, Ιωάννης, Δίκτυα, ΑΤΤΙΚΗΣ xyxy=(622,254,891,267)
list-item: 9. ΒΛΑΧΟΣ ΧΡΗΣΤΟΣ, Κωνσταντίνος, Δίκτυα, ΑΤΤΙΚΗΣ xyxy=(622,561,888,574)
list-item: 76. ΧΟΥΡΙΕΤ ΑΣΗΜ, Σαλη, Δίκτυα, ΑΤΤΙΚΗΣ xyxy=(622,404,834,417)
list-item: 27. ΚΙΑΖΗΜ ΤΖΕΛΗΛ, Κιαζήμ, Δίκτυα, ΑΤΤΙΚΗΣ xyxy=(340,740,568,753)
list-item: 102. ΝΤΟΑΣ ΑΓΓΕΛΟΣ, Γεώργιος, Δίκτυα, ΗΛΕΙΑΣ xyxy=(62,418,303,431)
magazine-logo xyxy=(96,1188,196,1228)
section-heading: ΓΙΑ ΤΑΜΕΙΟ ΑΛΛΗΛΟΒΟΗΘΕΙΑΣ (Ψηφίστε 1) xyxy=(351,298,597,312)
list-item: 91. ΜΠΑΛΑΟΥΡΑ ΜΑΡΙΑ, Ηρακλής, Εγκατ/σεις, ΘΕΣ/ΝΙΚΗ xyxy=(62,268,342,281)
list-item: 11. ΓΑΒΡΙΗΛ ΚΩΝ/ΝΟΣ, Δημήτριος, Δίκτυα, ΑΤΤΙΚΗΣ xyxy=(622,588,874,601)
list-item: 6. ΒΑΣΙΛΕΙΟΥ ΠΑΝΑΓΙΩΤΗΣ, Βασίλειος, Δίκτυα, ΑΤΤΙΚΗΣ xyxy=(340,454,616,467)
list-item: 7. ΒΕΚΙΝΗΣ ΣΠΥΡΙΔΩΝ, Γεώργιος, Δίκτυα, ΑΤΤΙΚΗΣ xyxy=(340,467,592,480)
list-item: 37. ΛΑΖΑΡΙΔΗΣ ΕΥΣΤΑΘΙΟΣ, Θεόδωρος, Δίκτυα, ΑΤΤΙΚΗΣ xyxy=(622,943,904,956)
list-item: 84. ΜΑΡΓΑΡΙΤΙΔΗΣ ΑΘΑΝΑΣΙΟΣ, Δημήτριος, Δίκτυα, ΑΛΕΞΑΝ/ΠΟΛΗ xyxy=(62,172,393,185)
list-item: 68. ΣΥΝΤΙΛΑ ΜΑΡΙΑ, Σταύρος, Δίκτυα, ΑΤΤΙΚΗΣ xyxy=(622,295,852,308)
list-item: 40. ΛΕΙΒΑΔΑΡΟΣ ΕΜΜΑΝΟΥΗΛ, Ιωάννης, Δίκτυα, ΑΤΤΙΚΗΣ xyxy=(622,984,911,997)
list-item: 148. ΧΑΤΖΗΧΡΙΣΤΟΦΗΣ ΙΩΑΝΝΗΣ, Ευάγγελος, Δίκτυα, ΚΥΚΛΑΔΩΝ xyxy=(340,50,668,62)
list-item: 62. ΠΙΤΥΛΑΚΗΣ ΙΩΑΝΝΗΣ, Μιχαήλ, Δίκτυα, ΑΤΤΙΚΗΣ xyxy=(622,213,876,226)
section-heading: ΓΙΑ ΤΑΠ-ΟΤΕ (ΤΑΥΤΕΚΩ) (Ψηφίστε 1) xyxy=(371,142,577,156)
list-item: 141. ΤΣΙΤΟΥΡΑΣ ΓΕΩΡΓΙΟΣ, Ευάγγελος, Δίκτυα, ΑΤΤΙΚΗΣ xyxy=(62,963,341,976)
